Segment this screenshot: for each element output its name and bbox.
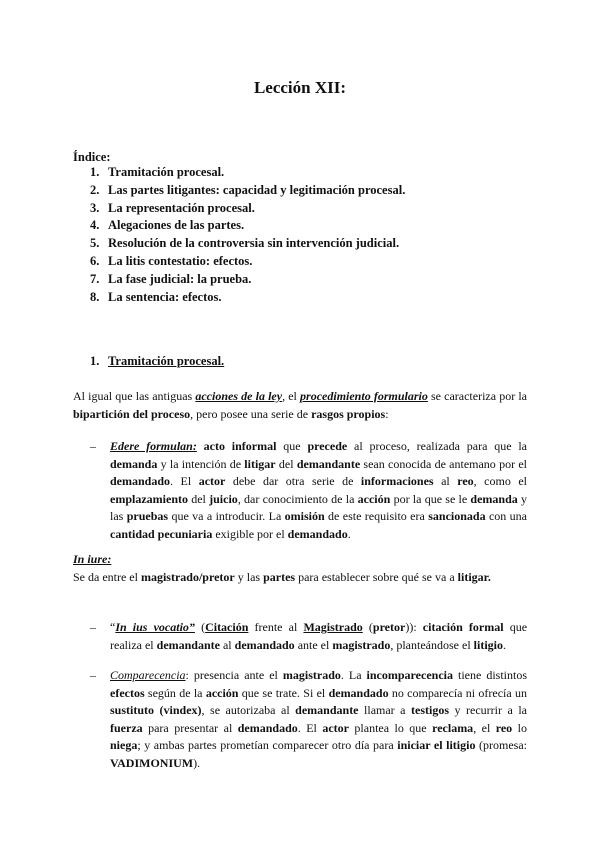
bullet-in-ius-vocatio: – “In ius vocatio” (Citación frente al Magistrado (pretor)): citación formal que realiza el demandante al demandado ante el magistrado, planteándose el litigio. <box>90 620 528 652</box>
in-iure-text: Se da entre el magistrado/pretor y las partes para establecer sobre qué se va a litigar. <box>73 569 491 584</box>
index-item: 8. La sentencia: efectos. <box>90 289 222 304</box>
index-label: Índice: <box>73 150 111 164</box>
index-item: 3. La representación procesal. <box>90 200 255 215</box>
in-iure-block <box>73 551 533 586</box>
index-item: 1. Tramitación procesal. <box>90 165 225 179</box>
section-heading: 1. Tramitación procesal. <box>90 354 225 368</box>
intro-paragraph: Al igual que las antiguas acciones de la ley, el procedimiento formulario se caracteriza por la bipartición del proceso, pero posee una serie de rasgos propios: <box>73 389 527 421</box>
index-item: 2. Las partes litigantes: capacidad y legitimación procesal. <box>90 182 406 197</box>
index-item: 4. Alegaciones de las partes. <box>90 218 245 233</box>
bullet-comparecencia: – Comparecencia: presencia ante el magistrado. La incomparecencia tiene distintos efectos según de la acción que se trate. Si el demandado no comparecía ni ofrecía un sustituto (vindex), se autorizaba al demandante llamar a testigos y recurrir a la fuerza para presentar al demandado. El actor plantea lo que reclama, el reo lo niega; y ambas partes prometían comparecer otro día para iniciar el litigio (promesa: VADIMONIUM). <box>90 668 528 770</box>
bullet-edere-formulan: – Edere formulan: acto informal que precede al proceso, realizada para que la demanda y la intención de litigar del demandante sean conocida de antemano por el demandado. El actor debe dar otra serie de informaciones al reo, como el emplazamiento del juicio, dar conocimiento de la acción por la que se le demanda y las pruebas que va a introducir. La omisión de este requisito era sancionada con una cantidad pecuniaria exigible por el demandado. <box>90 439 528 541</box>
index-item: 6. La litis contestatio: efectos. <box>90 253 253 268</box>
page-title: Lección XII: <box>253 78 347 97</box>
index-list <box>90 164 405 306</box>
index-item: 5. Resolución de la controversia sin intervención judicial. <box>90 236 400 251</box>
in-iure-label: In iure: <box>73 552 112 566</box>
index-item: 7. La fase judicial: la prueba. <box>90 271 252 286</box>
